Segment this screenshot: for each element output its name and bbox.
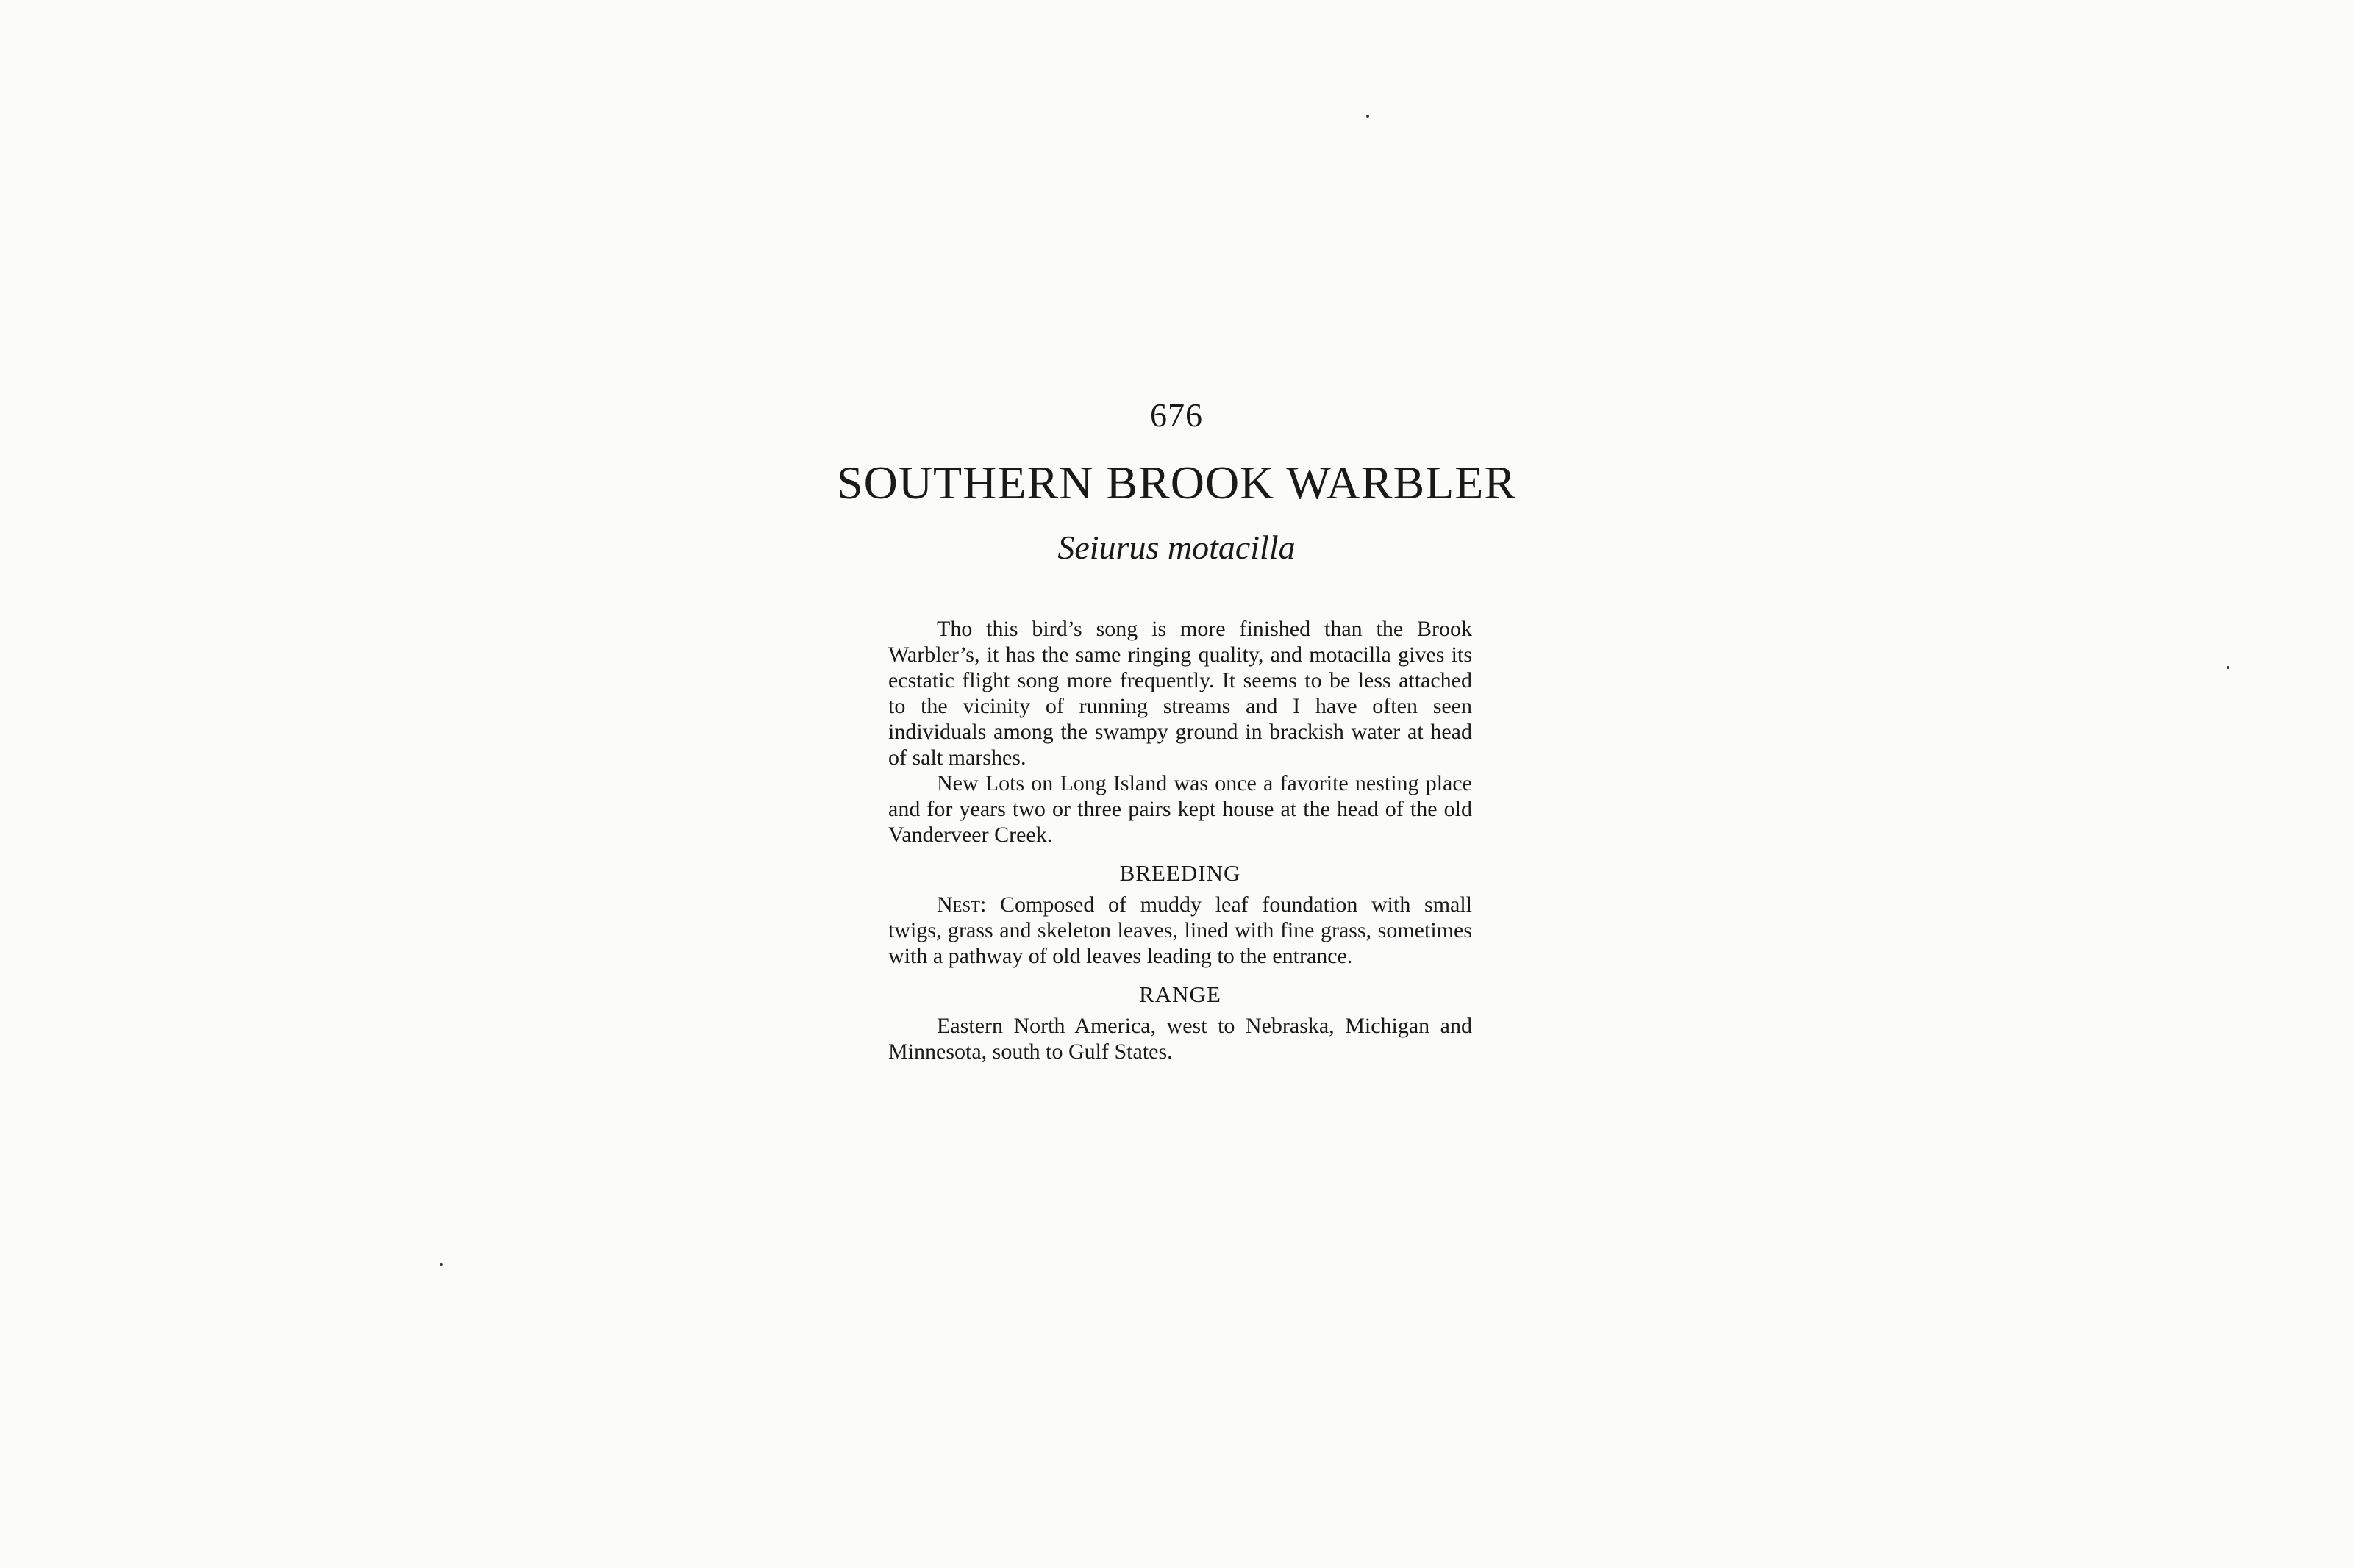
- scientific-name: Seiurus motacilla: [1057, 529, 1296, 566]
- paper-speck: [1366, 115, 1369, 118]
- range-heading: RANGE: [1139, 981, 1221, 1007]
- nest-text: Composed of muddy leaf foundation with small twigs, grass and skeleton leaves, lined with fine grass, sometimes with a pathway of old leaves leading to the entrance.: [888, 892, 1473, 968]
- plate-number: 676: [1150, 396, 1203, 434]
- species-text: [888, 616, 1472, 1064]
- breeding-paragraph: [888, 892, 1472, 969]
- description-paragraph-1: Tho this bird’s song is more finished than the Brook Warbler’s, it has the same ringing quality, and motacilla gives its ecstatic flight song more frequently. It seems to be less attached to the vicinity of running streams and I have often seen individuals among the swampy ground in brackish water at head of salt marshes.: [888, 617, 1472, 770]
- nest-label: Nest:: [937, 892, 987, 917]
- paper-speck: [2227, 666, 2229, 669]
- range-paragraph: Eastern North America, west to Nebraska, Michigan and Minnesota, south to Gulf States.: [888, 1014, 1472, 1064]
- description-paragraph-2: New Lots on Long Island was once a favorite nesting place and for years two or three pairs kept house at the head of the old Vanderveer Creek.: [888, 771, 1472, 847]
- paper-speck: [440, 1263, 443, 1266]
- breeding-heading: BREEDING: [1119, 860, 1241, 886]
- species-title: SOUTHERN BROOK WARBLER: [837, 457, 1516, 509]
